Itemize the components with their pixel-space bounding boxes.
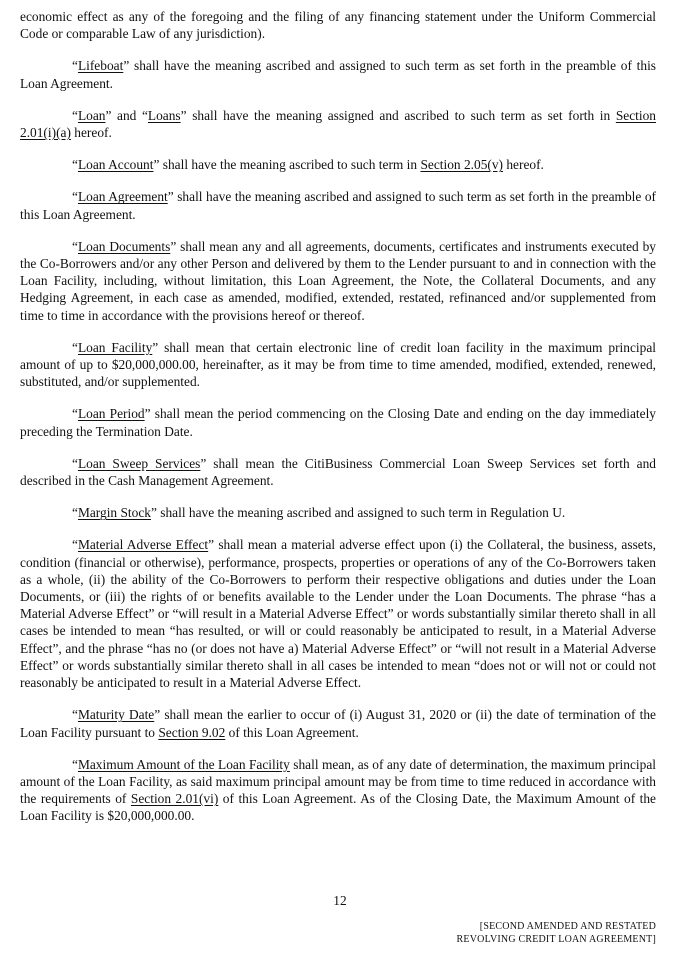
term-loan-sweep-services: Loan Sweep Services [77,455,201,471]
definition-margin-stock: “Margin Stock” shall have the meaning ascribed and assigned to such term in Regulation U. [72,505,566,521]
term-loan-period: Loan Period [77,406,145,422]
term-maximum-amount: Maximum Amount of the Loan Facility [77,756,290,772]
term-loans: Loans [147,107,181,123]
definition-lifeboat: “Lifeboat” shall have the meaning ascribed and assigned to such term as set forth in the preamble of this Loan Agreement. [20,58,656,91]
definition-maximum-amount: “Maximum Amount of the Loan Facility shall mean, as of any date of determination, the maximum principal amount of the Loan Facility, as said maximum principal amount may be from time to time reduced in accordance with the requirements of Section 2.01(vi) of this Loan Agreement. As of the Closing Date, the Maximum Amount of the Loan Facility is $20,000,000.00. [20,756,657,824]
definition-loan-documents: “Loan Documents” shall mean any and all agreements, documents, certificates and instruments executed by the Co-Borrowers and/or any other Person and delivered by them to the Lender pursuant to and in connection with the Loan Facility, including, without limitation, this Loan Agreement, the Note, the Collateral Documents, and any Hedging Agreement, in each case as amended, modified, extended, restated, refinanced and/or supplemented from time to time in accordance with the provisions hereof or thereof. [20,238,656,323]
definition-material-adverse-effect: “Material Adverse Effect” shall mean a material adverse effect upon (i) the Collateral, the business, assets, condition (financial or otherwise), performance, prospects, properties or operations of any of the Co-Borrowers taken as a whole, (ii) the ability of the Co-Borrowers to perform their respective obligations and duties under the Loan Documents, or (iii) the rights of or benefits available to the Lender under the Loan Documents. The phrase “has a Material Adverse Effect” or “will result in a Material Adverse Effect” or words substantially similar thereto shall in all cases be intended to mean “has resulted, or will or could reasonably be anticipated to result, in a Material Adverse Effect”, and the phrase “has no (or does not have a) Material Adverse Effect” or “will not result in a Material Adverse Effect” or words substantially similar thereto shall in all cases be intended to mean “does not or will not or could not reasonably be anticipated to result in a Material Adverse Effect. [20,537,656,691]
term-maturity-date: Maturity Date [77,707,155,723]
term-material-adverse-effect: Material Adverse Effect [77,537,209,553]
term-loan-facility: Loan Facility [77,339,153,355]
term-loan-account: Loan Account [77,157,154,173]
page-number: 12 [333,893,347,908]
term-margin-stock: Margin Stock [77,505,151,521]
section-ref-link[interactable]: Section 2.01(vi) [130,791,219,807]
intro-paragraph: economic effect as any of the foregoing and the filing of any financing statement under the Uniform Commercial Code or comparable Law of any jurisdiction). [20,9,656,42]
footer-line-2: REVOLVING CREDIT LOAN AGREEMENT] [456,934,656,945]
definition-loan-facility: “Loan Facility” shall mean that certain electronic line of credit loan facility in the maximum principal amount of up to $20,000,000.00, hereinafter, as it may be from time to time amended, modified, extended, renewed, substituted, and/or supplemented. [20,339,656,390]
term-loan-documents: Loan Documents [77,238,171,254]
definition-loan-period: “Loan Period” shall mean the period commencing on the Closing Date and ending on the day immediately preceding the Termination Date. [20,406,656,439]
term-loan-agreement: Loan Agreement [77,189,168,205]
footer-line-1: [SECOND AMENDED AND RESTATED [479,921,656,932]
definition-loan-sweep-services: “Loan Sweep Services” shall mean the CitiBusiness Commercial Loan Sweep Services set forth and described in the Cash Management Agreement. [20,455,656,489]
section-ref-link[interactable]: Section 2.01(i)(a) [20,107,656,141]
section-ref-link[interactable]: Section 9.02 [158,724,226,740]
document-body [20,8,656,840]
document-footer [457,920,656,946]
term-loan: Loan [77,107,106,123]
definition-loan-agreement: “Loan Agreement” shall have the meaning ascribed and assigned to such term as set forth in the preamble of this Loan Agreement. [20,189,656,222]
term-lifeboat: Lifeboat [77,58,124,74]
definition-loan-account: “Loan Account” shall have the meaning ascribed to such term in Section 2.05(v) hereof. [72,157,544,173]
section-ref-link[interactable]: Section 2.05(v) [420,157,503,173]
definition-loan: “Loan” and “Loans” shall have the meaning assigned and ascribed to such term as set forth in Section 2.01(i)(a) hereof. [20,107,656,141]
definition-maturity-date: “Maturity Date” shall mean the earlier to occur of (i) August 31, 2020 or (ii) the date of termination of the Loan Facility pursuant to Section 9.02 of this Loan Agreement. [20,707,656,740]
